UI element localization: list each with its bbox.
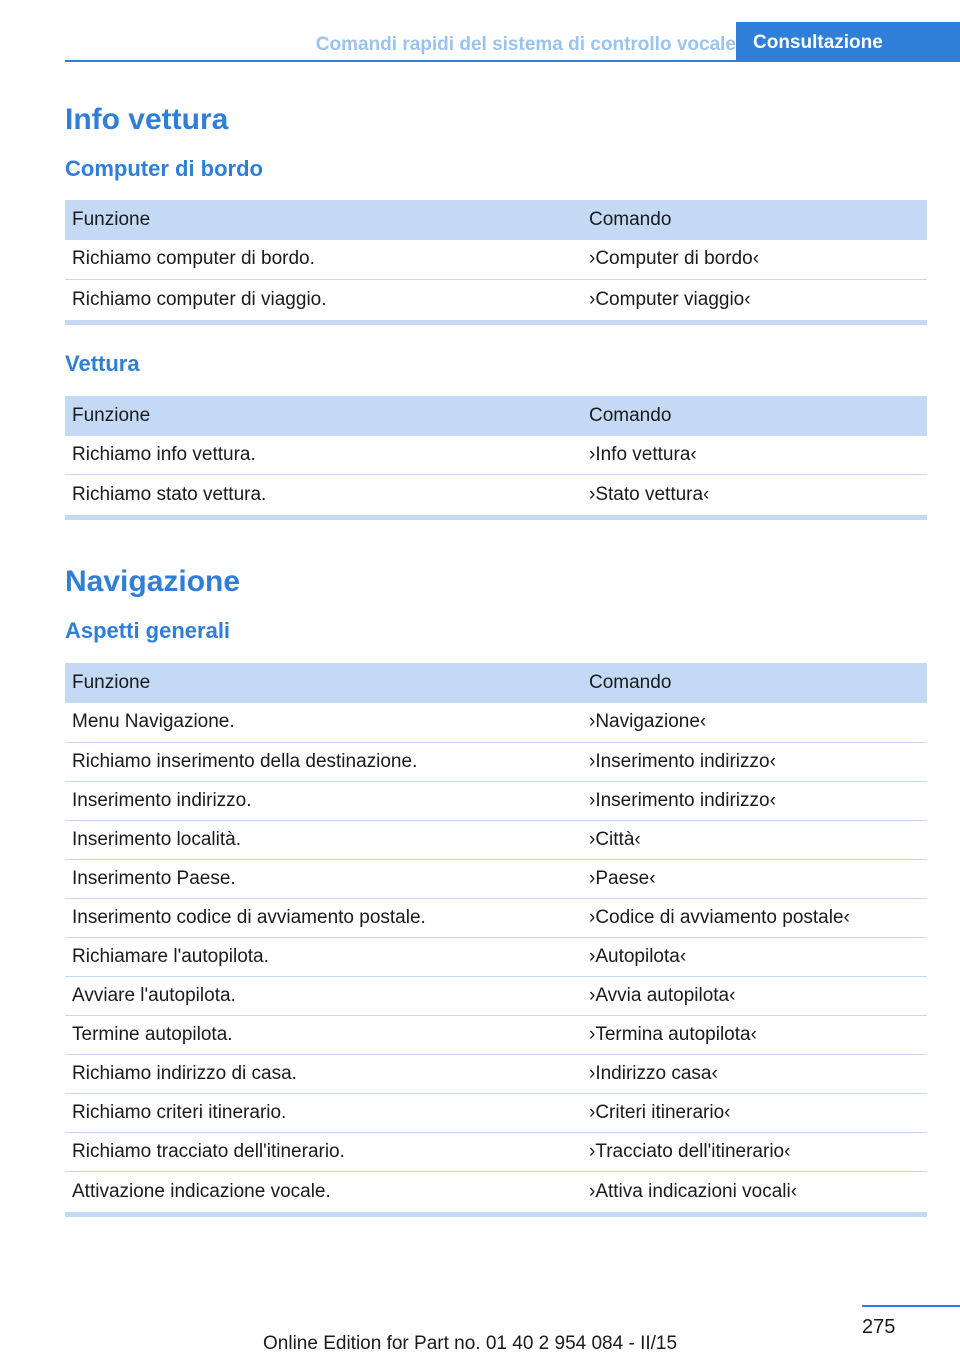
footer-edition-text: Online Edition for Part no. 01 40 2 954 084 - II/15 bbox=[263, 1333, 678, 1354]
command-cell: ›Indirizzo casa‹ bbox=[582, 1054, 927, 1093]
column-header-comando: Comando bbox=[582, 396, 927, 436]
table-row bbox=[65, 436, 927, 475]
function-cell: Inserimento Paese. bbox=[65, 859, 582, 898]
table-header-row bbox=[65, 663, 927, 703]
function-cell: Richiamo tracciato dell'itinerario. bbox=[65, 1132, 582, 1171]
column-header-funzione: Funzione bbox=[65, 396, 582, 436]
table-header-row bbox=[65, 396, 927, 436]
table-row bbox=[65, 475, 927, 518]
column-header-funzione: Funzione bbox=[65, 663, 582, 703]
function-cell: Inserimento codice di avviamento postale. bbox=[65, 898, 582, 937]
table-row bbox=[65, 1054, 927, 1093]
table-vettura bbox=[65, 396, 927, 521]
table-header-row bbox=[65, 200, 927, 240]
table-row bbox=[65, 781, 927, 820]
function-cell: Richiamo indirizzo di casa. bbox=[65, 1054, 582, 1093]
command-cell: ›Computer viaggio‹ bbox=[582, 279, 927, 322]
command-cell: ›Termina autopilota‹ bbox=[582, 1015, 927, 1054]
table-row bbox=[65, 240, 927, 279]
table-row bbox=[65, 742, 927, 781]
table-row bbox=[65, 279, 927, 322]
table-row bbox=[65, 937, 927, 976]
command-cell: ›Stato vettura‹ bbox=[582, 475, 927, 518]
command-cell: ›Città‹ bbox=[582, 820, 927, 859]
command-cell: ›Inserimento indirizzo‹ bbox=[582, 781, 927, 820]
header-section-title: Comandi rapidi del sistema di controllo vocale bbox=[315, 34, 736, 55]
function-cell: Termine autopilota. bbox=[65, 1015, 582, 1054]
command-cell: ›Computer di bordo‹ bbox=[582, 240, 927, 279]
column-header-comando: Comando bbox=[582, 663, 927, 703]
function-cell: Richiamo inserimento della destinazione. bbox=[65, 742, 582, 781]
command-cell: ›Autopilota‹ bbox=[582, 937, 927, 976]
command-cell: ›Codice di avviamento postale‹ bbox=[582, 898, 927, 937]
command-cell: ›Inserimento indirizzo‹ bbox=[582, 742, 927, 781]
table-row bbox=[65, 820, 927, 859]
table-row bbox=[65, 1171, 927, 1214]
command-cell: ›Info vettura‹ bbox=[582, 436, 927, 475]
function-cell: Inserimento indirizzo. bbox=[65, 781, 582, 820]
chapter-title-info-vettura: Info vettura bbox=[65, 103, 229, 136]
table-row bbox=[65, 898, 927, 937]
section-title-aspetti-generali: Aspetti generali bbox=[65, 618, 231, 643]
table-row bbox=[65, 1015, 927, 1054]
function-cell: Menu Navigazione. bbox=[65, 703, 582, 742]
table-computer-di-bordo bbox=[65, 200, 927, 325]
footer-rule bbox=[862, 1305, 960, 1307]
command-cell: ›Paese‹ bbox=[582, 859, 927, 898]
table-row bbox=[65, 976, 927, 1015]
section-title-vettura: Vettura bbox=[65, 350, 140, 376]
chapter-title-navigazione: Navigazione bbox=[65, 565, 241, 598]
table-row bbox=[65, 859, 927, 898]
function-cell: Richiamo computer di viaggio. bbox=[65, 279, 582, 322]
command-cell: ›Avvia autopilota‹ bbox=[582, 976, 927, 1015]
command-cell: ›Attiva indicazioni vocali‹ bbox=[582, 1171, 927, 1214]
function-cell: Richiamo info vettura. bbox=[65, 436, 582, 475]
page-number: 275 bbox=[862, 1316, 896, 1338]
section-title-computer-di-bordo: Computer di bordo bbox=[65, 156, 263, 181]
function-cell: Richiamare l'autopilota. bbox=[65, 937, 582, 976]
header-rule bbox=[65, 60, 960, 62]
table-row bbox=[65, 703, 927, 742]
command-cell: ›Criteri itinerario‹ bbox=[582, 1093, 927, 1132]
column-header-comando: Comando bbox=[582, 200, 927, 240]
table-row bbox=[65, 1093, 927, 1132]
function-cell: Avviare l'autopilota. bbox=[65, 976, 582, 1015]
command-cell: ›Navigazione‹ bbox=[582, 703, 927, 742]
command-cell: ›Tracciato dell'itinerario‹ bbox=[582, 1132, 927, 1171]
table-row bbox=[65, 1132, 927, 1171]
function-cell: Richiamo stato vettura. bbox=[65, 475, 582, 518]
header-chapter-tab: Consultazione bbox=[736, 22, 960, 62]
function-cell: Richiamo criteri itinerario. bbox=[65, 1093, 582, 1132]
column-header-funzione: Funzione bbox=[65, 200, 582, 240]
page-content bbox=[65, 100, 927, 1217]
function-cell: Inserimento località. bbox=[65, 820, 582, 859]
table-aspetti-generali bbox=[65, 663, 927, 1217]
function-cell: Attivazione indicazione vocale. bbox=[65, 1171, 582, 1214]
function-cell: Richiamo computer di bordo. bbox=[65, 240, 582, 279]
